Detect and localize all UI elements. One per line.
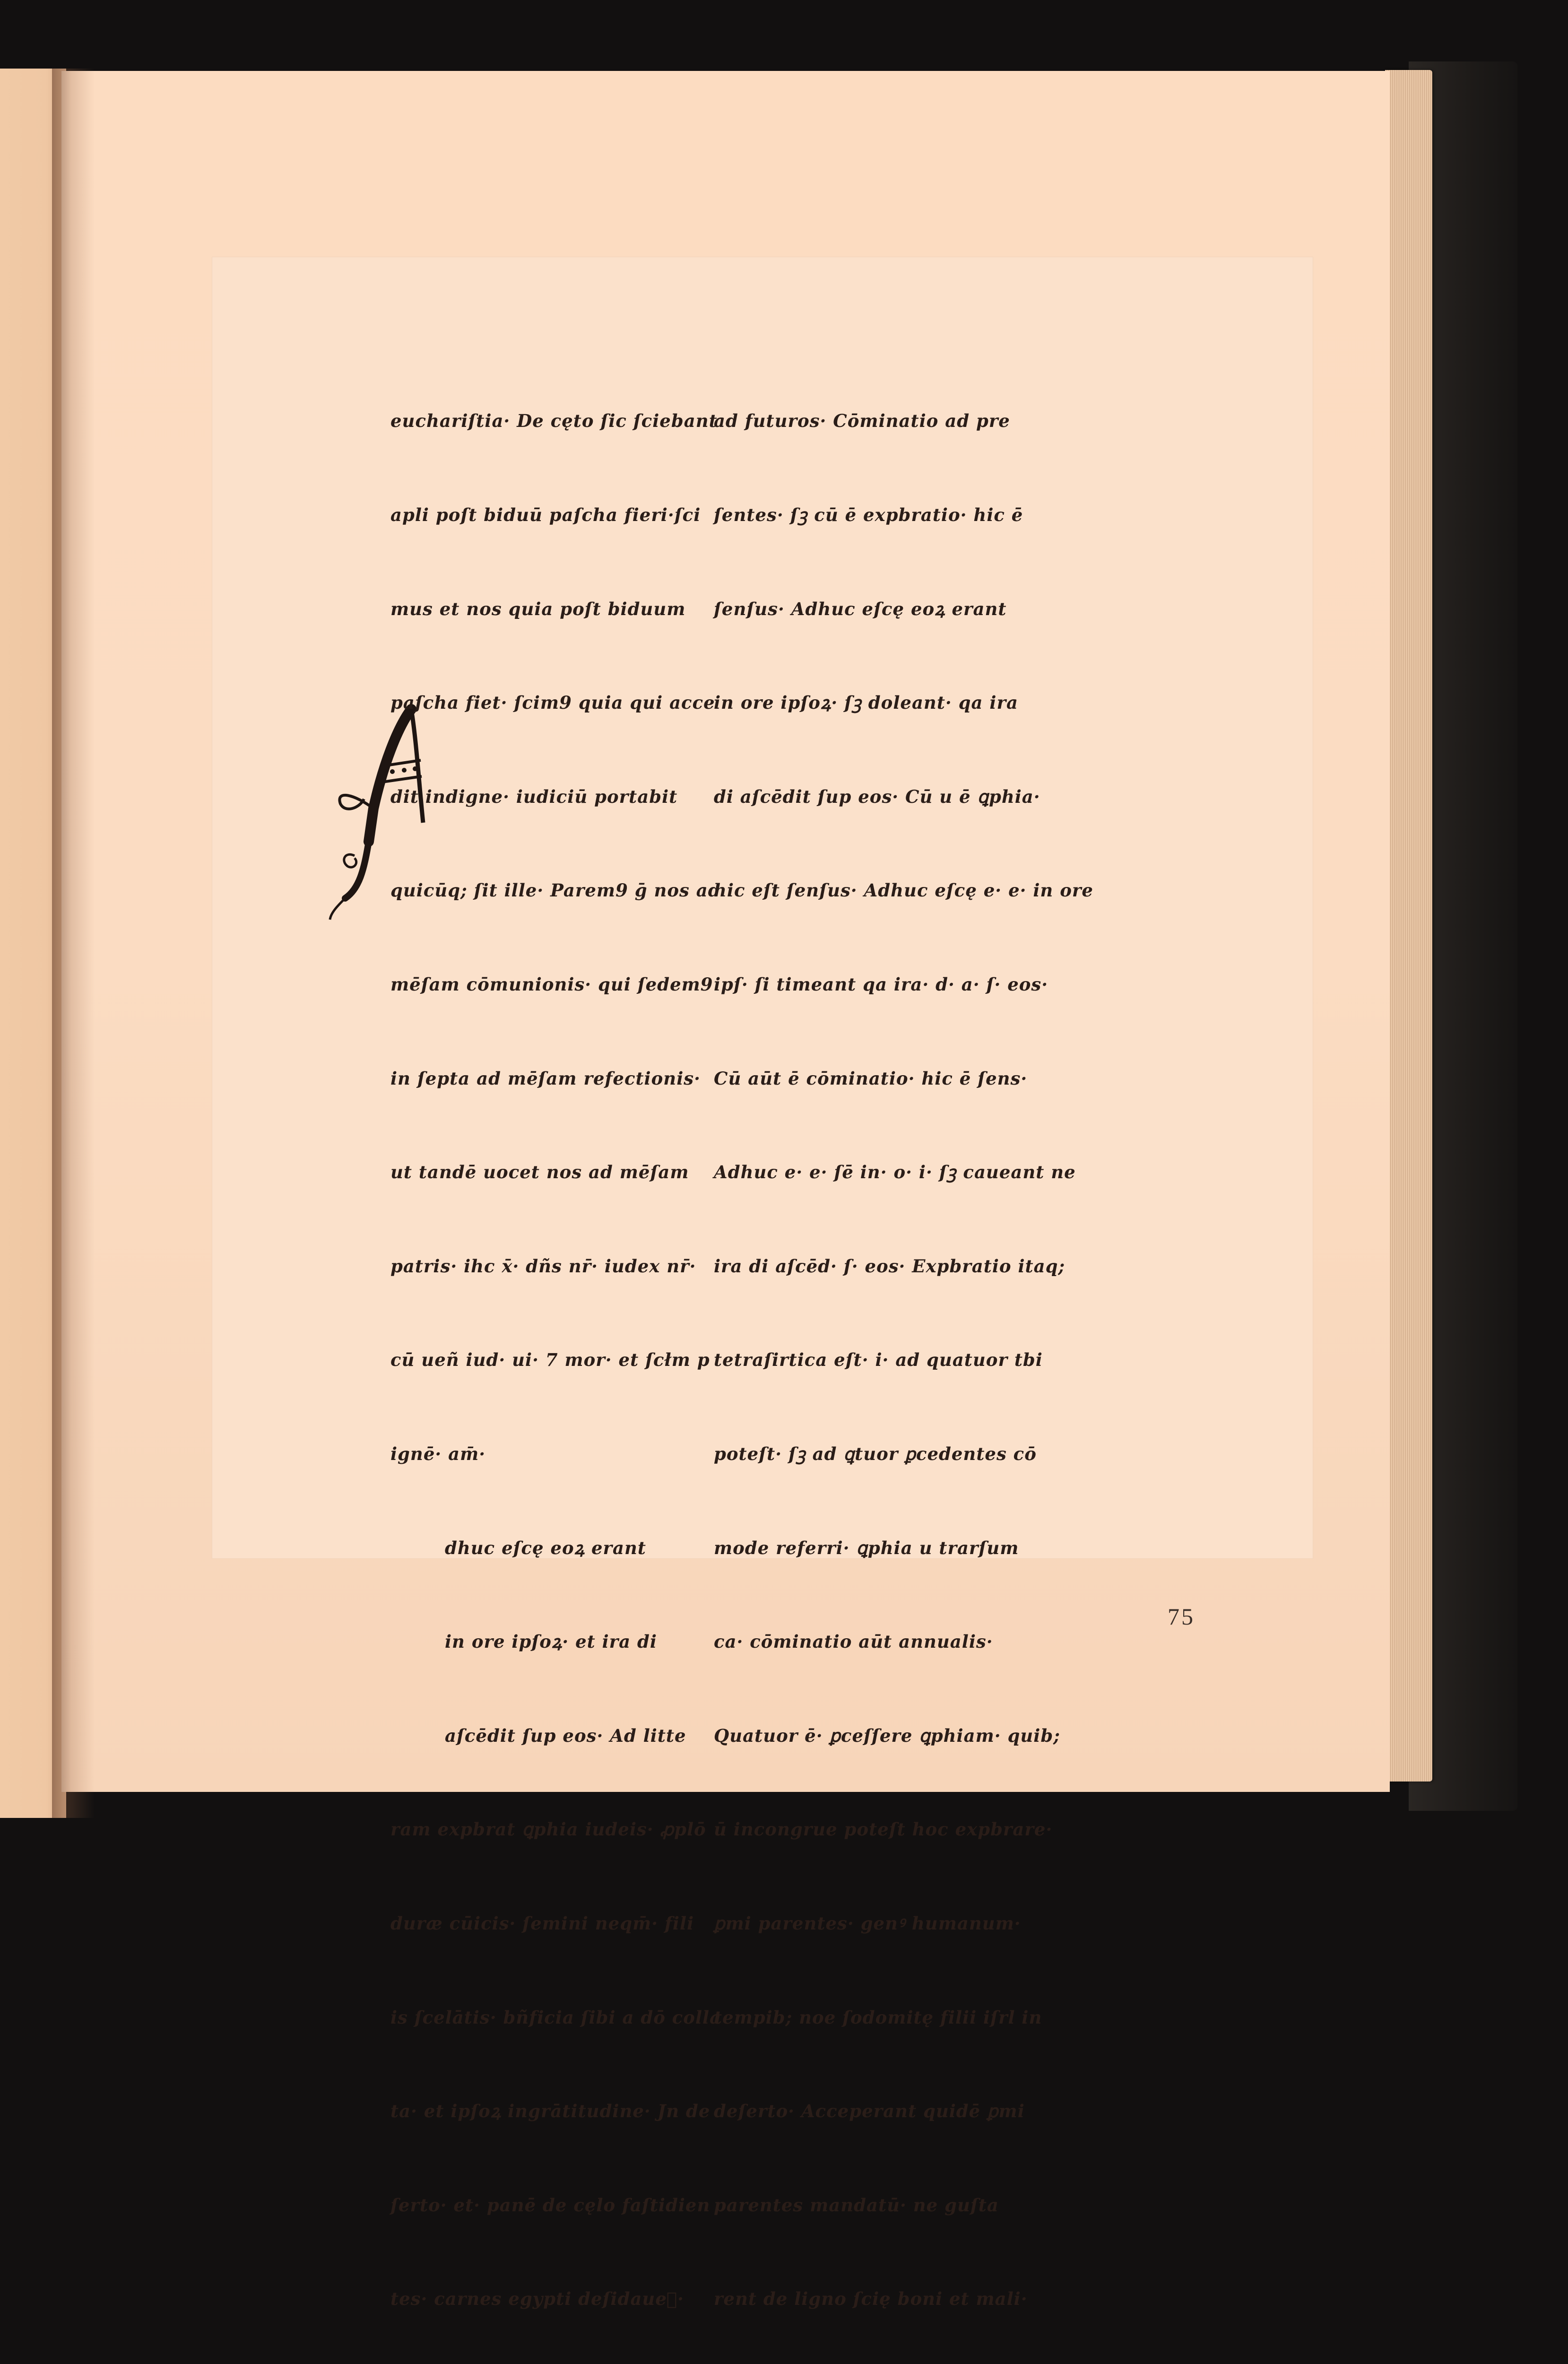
text-line: rent de ligno ſcię boni et mali· <box>714 2288 1028 2310</box>
text-line: quicūq; ſit ille· Parem9 ḡ nos ad <box>390 880 721 901</box>
text-line: tetraſirtica eſt· i· ad quatuor tbi <box>714 1349 1043 1371</box>
text-line: ū incongrue poteſt hoc expbrare· <box>714 1819 1053 1840</box>
text-line: mus et nos quia poſt biduum <box>390 598 686 619</box>
text-line: Quatuor ē· ꝑceſſere ꝗphiam· quib; <box>714 1725 1060 1746</box>
manuscript-right-column <box>714 343 1093 2364</box>
text-line: ut tandē uocet nos ad mēſam <box>390 1162 689 1183</box>
text-line: ira di aſcēd· ſ· eos· Expbratio itaq; <box>714 1255 1066 1277</box>
page-edges <box>1385 70 1432 1782</box>
text-line: Cū aūt ē cōminatio· hic ē ſens· <box>714 1068 1028 1089</box>
text-line: cū ueñ iud· ui· 7 mor· et ſcłm p <box>390 1349 710 1371</box>
text-line: apli poſt biduū paſcha fieri·ſci <box>390 504 701 525</box>
text-line: ſentes· ſꝫ cū ē expbratio· hic ē <box>714 504 1023 525</box>
text-line: di aſcēdit ſup eos· Cū u ē ꝗphia· <box>714 786 1040 807</box>
text-line: duræ cūicis· ſemini neqm̄· fili <box>390 1912 694 1934</box>
text-line: deſerto· Acceperant quidē ꝑmi <box>714 2101 1025 2122</box>
text-line: in ſepta ad mēſam refectionis· <box>390 1068 701 1089</box>
page-number: 75 <box>1168 1603 1195 1630</box>
text-line: is ſcelātis· bñficia ſibi a dō colla <box>390 2007 722 2028</box>
text-line: paſcha fiet· ſcim9 quia qui acce <box>390 692 715 713</box>
text-line: ipſ· ſi timeant qa ira· d· a· ſ· eos· <box>714 973 1048 995</box>
text-line: ad futuros· Cōminatio ad pre <box>714 410 1010 432</box>
text-line: parentes mandatū· ne guſta <box>714 2194 999 2216</box>
text-line: aſcēdit ſup eos· Ad litte <box>445 1725 686 1746</box>
text-line: poteſt· ſꝫ ad ꝗtuor ꝑcedentes cō <box>714 1443 1037 1464</box>
manuscript-left-column <box>390 343 722 2364</box>
text-line: ignē· am̄· <box>390 1443 486 1464</box>
text-line: ꝑmi parentes· genꝰ humanum· <box>714 1912 1021 1934</box>
text-line: ta· et ipſoꝝ ingrātitudine· Jn de <box>390 2101 710 2122</box>
text-line: mode referri· ꝗphia u trarſum <box>714 1537 1019 1558</box>
text-line: tes· carnes egypti deſidaueᷓ· <box>390 2288 684 2310</box>
text-line: dhuc eſcę eoꝝ erant <box>445 1537 646 1558</box>
text-line: ſerto· et· panē de cęlo faſtidien <box>390 2194 710 2216</box>
text-line: in ore ipſoꝝ· et ira di <box>445 1631 657 1652</box>
text-line: ca· cōminatio aūt annualis· <box>714 1631 993 1652</box>
text-line: ram expbrat ꝗphia iudeis· ꝓplō <box>390 1819 706 1840</box>
text-line: ſenſus· Adhuc eſcę eoꝝ erant <box>714 598 1007 619</box>
text-line: in ore ipſoꝝ· ſꝫ doleant· qa ira <box>714 692 1018 713</box>
text-line: hic eſt ſenſus· Adhuc eſcę e· e· in ore <box>714 880 1093 901</box>
gutter-shadow <box>52 69 95 1818</box>
text-line: euchariſtia· De cęto ſic ſciebant <box>390 410 718 432</box>
text-line: dit indigne· iudiciū portabit <box>390 786 678 807</box>
text-line: mēſam cōmunionis· qui ſedem9 <box>390 973 713 995</box>
text-line: patris· ihc x̄· dñs nr̄· iudex nr̄· <box>390 1255 696 1277</box>
text-line: tempib; noe ſodomitę filii iſrl in <box>714 2007 1042 2028</box>
text-line: Adhuc e· e· ſē in· o· i· ſꝫ caueant ne <box>714 1162 1076 1183</box>
